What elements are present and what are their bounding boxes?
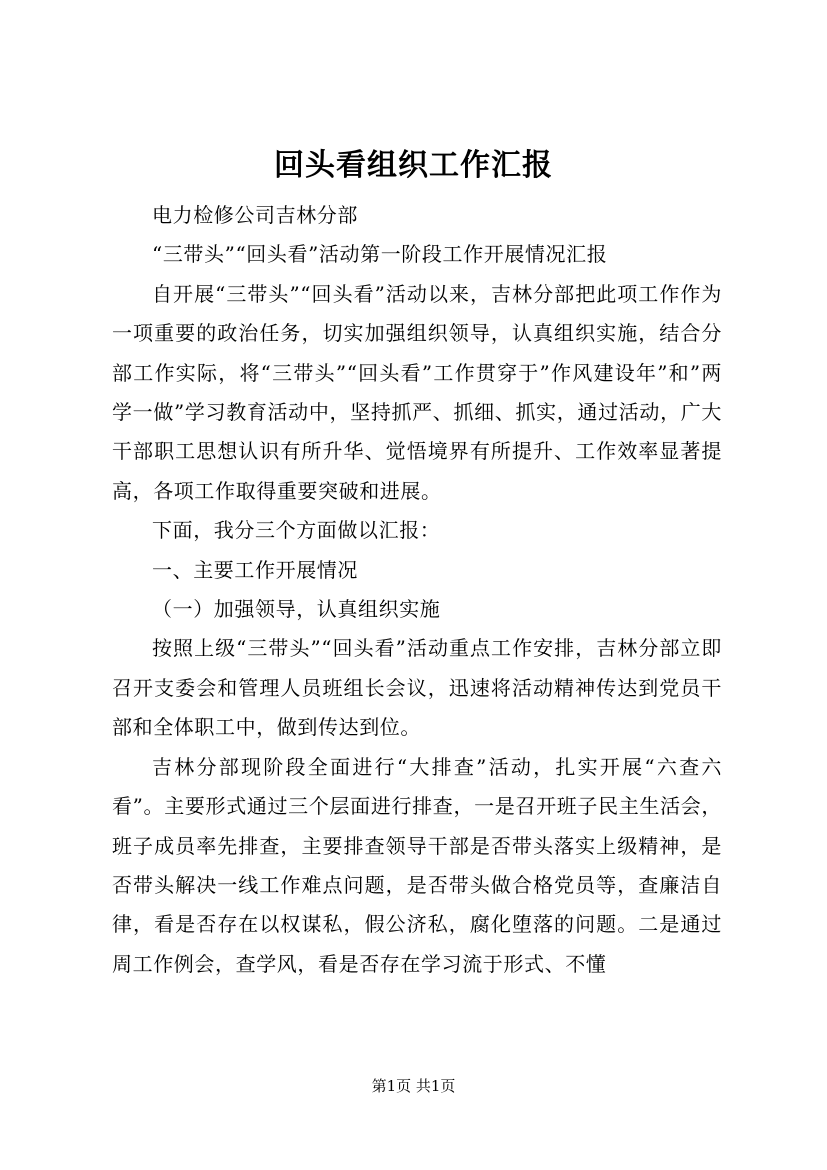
page-footer: 第1页 共1页: [371, 1077, 456, 1095]
paragraph-leadership: 按照上级“三带头”“回头看”活动重点工作安排，吉林分部立即召开支委会和管理人员班组长会议，迅速将活动精神传达到党员干部和全体职工中，做到传达到位。: [112, 636, 722, 740]
paragraph-overview: 下面，我分三个方面做以汇报：: [152, 518, 441, 543]
paragraph-inspection: 吉林分部现阶段全面进行“大排查”活动，扎实开展“六查六看”。主要形式通过三个层面进行排查，一是召开班子民主生活会，班子成员率先排查，主要排查领导干部是否带头落实上级精神，是否带头解决一线工作难点问题，是否带头做合格党员等，查廉洁自律，看是否存在以权谋私，假公济私，腐化堕落的问题。二是通过周工作例会，查学风，看是否存在学习流于形式、不懂: [112, 754, 722, 976]
subsection-heading-1: （一）加强领导，认真组织实施: [152, 597, 441, 622]
document-body: [112, 196, 722, 984]
paragraph-report-subtitle: “三带头”“回头看”活动第一阶段工作开展情况汇报: [152, 242, 608, 267]
paragraph-organization: 电力检修公司吉林分部: [152, 203, 358, 227]
document-title: 回头看组织工作汇报: [274, 148, 553, 183]
paragraph-intro: 自开展“三带头”“回头看”活动以来，吉林分部把此项工作作为一项重要的政治任务，切实加强组织领导，认真组织实施，结合分部工作实际，将“三带头”“回头看”工作贯穿于”作风建设年”和”两学一做”学习教育活动中，坚持抓严、抓细、抓实，通过活动，广大干部职工思想认识有所升华、觉悟境界有所提升、工作效率显著提高，各项工作取得重要突破和进展。: [112, 281, 722, 503]
section-heading-1: 一、主要工作开展情况: [152, 557, 358, 582]
